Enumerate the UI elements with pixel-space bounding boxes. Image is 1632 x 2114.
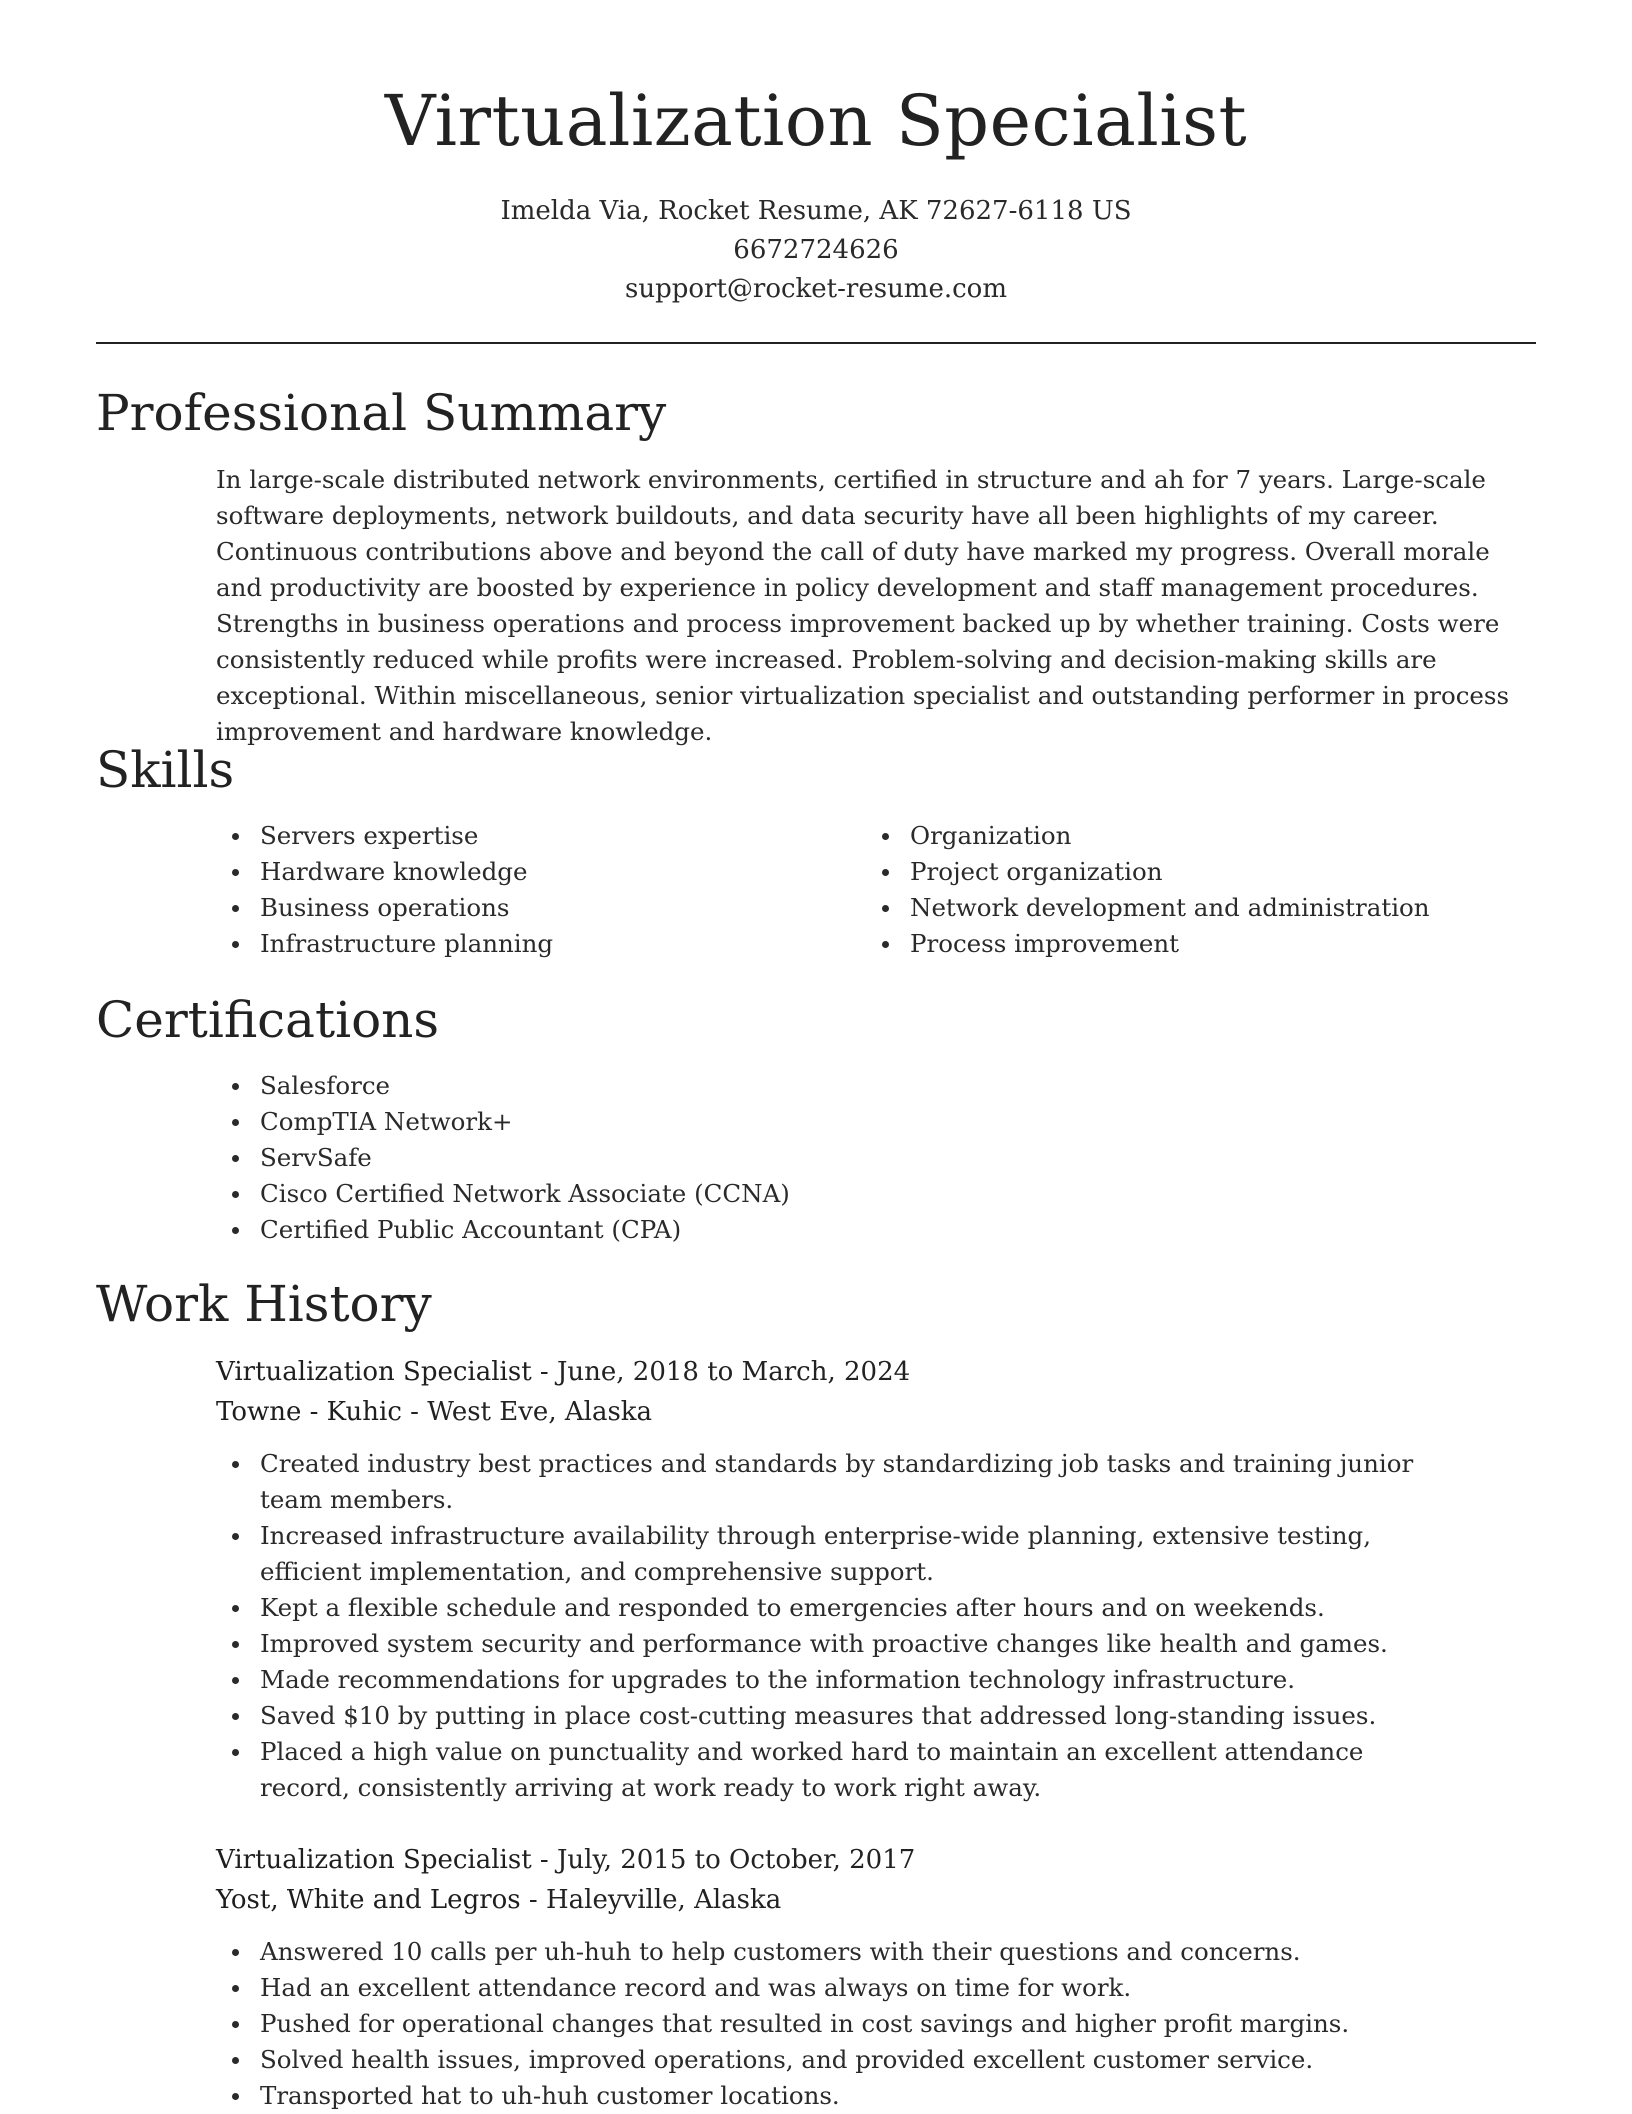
job-duty: Improved system security and performance with proactive changes like health and games. bbox=[216, 1626, 1416, 1662]
job-company-line bbox=[216, 1880, 781, 1920]
contact-address: Imelda Via, Rocket Resume, AK 72627-6118 US bbox=[500, 196, 1132, 226]
certification-item: Salesforce bbox=[216, 1068, 1416, 1104]
skill-item: Project organization bbox=[866, 854, 1536, 890]
work-history-heading: Work History bbox=[96, 1275, 432, 1333]
skill-item: Business operations bbox=[216, 890, 856, 926]
job-dates: - July, 2015 to October, 2017 bbox=[531, 1845, 916, 1875]
skill-item: Infrastructure planning bbox=[216, 926, 856, 962]
certification-item: ServSafe bbox=[216, 1140, 1416, 1176]
skills-list-right bbox=[866, 818, 1536, 962]
certifications-heading: Certifications bbox=[96, 991, 440, 1049]
job-duty: Pushed for operational changes that resulted in cost savings and higher profit margins. bbox=[216, 2006, 1416, 2042]
job-dates: - June, 2018 to March, 2024 bbox=[531, 1357, 911, 1387]
summary-heading: Professional Summary bbox=[96, 384, 667, 442]
job-duty: Created industry best practices and standards by standardizing job tasks and training junior team members. bbox=[216, 1446, 1416, 1518]
job-duty: Had an excellent attendance record and was always on time for work. bbox=[216, 1970, 1416, 2006]
job-title: Virtualization Specialist bbox=[216, 1357, 532, 1387]
job-location: - West Eve, Alaska bbox=[401, 1397, 653, 1427]
contact-phone: 6672724626 bbox=[733, 235, 899, 265]
job-duty: Transported hat to uh-huh customer locations. bbox=[216, 2078, 1416, 2114]
job-duty: Kept a flexible schedule and responded to emergencies after hours and on weekends. bbox=[216, 1590, 1416, 1626]
certification-item: CompTIA Network+ bbox=[216, 1104, 1416, 1140]
job-company: Towne - Kuhic bbox=[216, 1397, 402, 1427]
certification-item: Cisco Certified Network Associate (CCNA) bbox=[216, 1176, 1416, 1212]
job-duty: Made recommendations for upgrades to the information technology infrastructure. bbox=[216, 1662, 1416, 1698]
job-duties-list bbox=[216, 1446, 1416, 1806]
contact-block bbox=[96, 192, 1536, 309]
skill-item: Network development and administration bbox=[866, 890, 1536, 926]
certification-item: Certified Public Accountant (CPA) bbox=[216, 1212, 1416, 1248]
summary-text: In large-scale distributed network environments, certified in structure and ah for 7 years. Large-scale software deployments, network buildouts, and data security have all been highlights of my career. Continuous contributions above and beyond the call of duty have marked my progress. Overall morale and productivity are boosted by experience in policy development and staff management procedures. Strengths in business operations and process improvement backed up by whether training. Costs were consistently reduced while profits were increased. Problem-solving and decision-making skills are exceptional. Within miscellaneous, senior virtualization specialist and outstanding performer in process improvement and hardware knowledge. bbox=[216, 465, 1510, 746]
job-company-line bbox=[216, 1392, 652, 1432]
skill-item: Servers expertise bbox=[216, 818, 856, 854]
job-title: Virtualization Specialist bbox=[216, 1845, 532, 1875]
job-title-line bbox=[216, 1840, 915, 1880]
skill-item: Process improvement bbox=[866, 926, 1536, 962]
job-duty: Increased infrastructure availability through enterprise-wide planning, extensive testing, efficient implementation, and comprehensive support. bbox=[216, 1518, 1416, 1590]
skills-list-left bbox=[216, 818, 856, 962]
certifications-list bbox=[216, 1068, 1416, 1248]
skill-item: Hardware knowledge bbox=[216, 854, 856, 890]
header-divider bbox=[96, 342, 1536, 344]
job-duty: Solved health issues, improved operations, and provided excellent customer service. bbox=[216, 2042, 1416, 2078]
job-duty: Answered 10 calls per uh-huh to help customers with their questions and concerns. bbox=[216, 1934, 1416, 1970]
resume-title: Virtualization Specialist bbox=[384, 80, 1248, 162]
job-duty: Placed a high value on punctuality and worked hard to maintain an excellent attendance record, consistently arriving at work ready to work right away. bbox=[216, 1734, 1416, 1806]
job-duty: Saved $10 by putting in place cost-cutting measures that addressed long-standing issues. bbox=[216, 1698, 1416, 1734]
contact-email: support@rocket-resume.com bbox=[624, 274, 1007, 304]
job-company: Yost, White and Legros bbox=[216, 1885, 521, 1915]
job-title-line bbox=[216, 1352, 910, 1392]
job-duties-list bbox=[216, 1934, 1416, 2114]
job-location: - Haleyville, Alaska bbox=[520, 1885, 782, 1915]
skills-heading: Skills bbox=[96, 741, 235, 799]
skill-item: Organization bbox=[866, 818, 1536, 854]
